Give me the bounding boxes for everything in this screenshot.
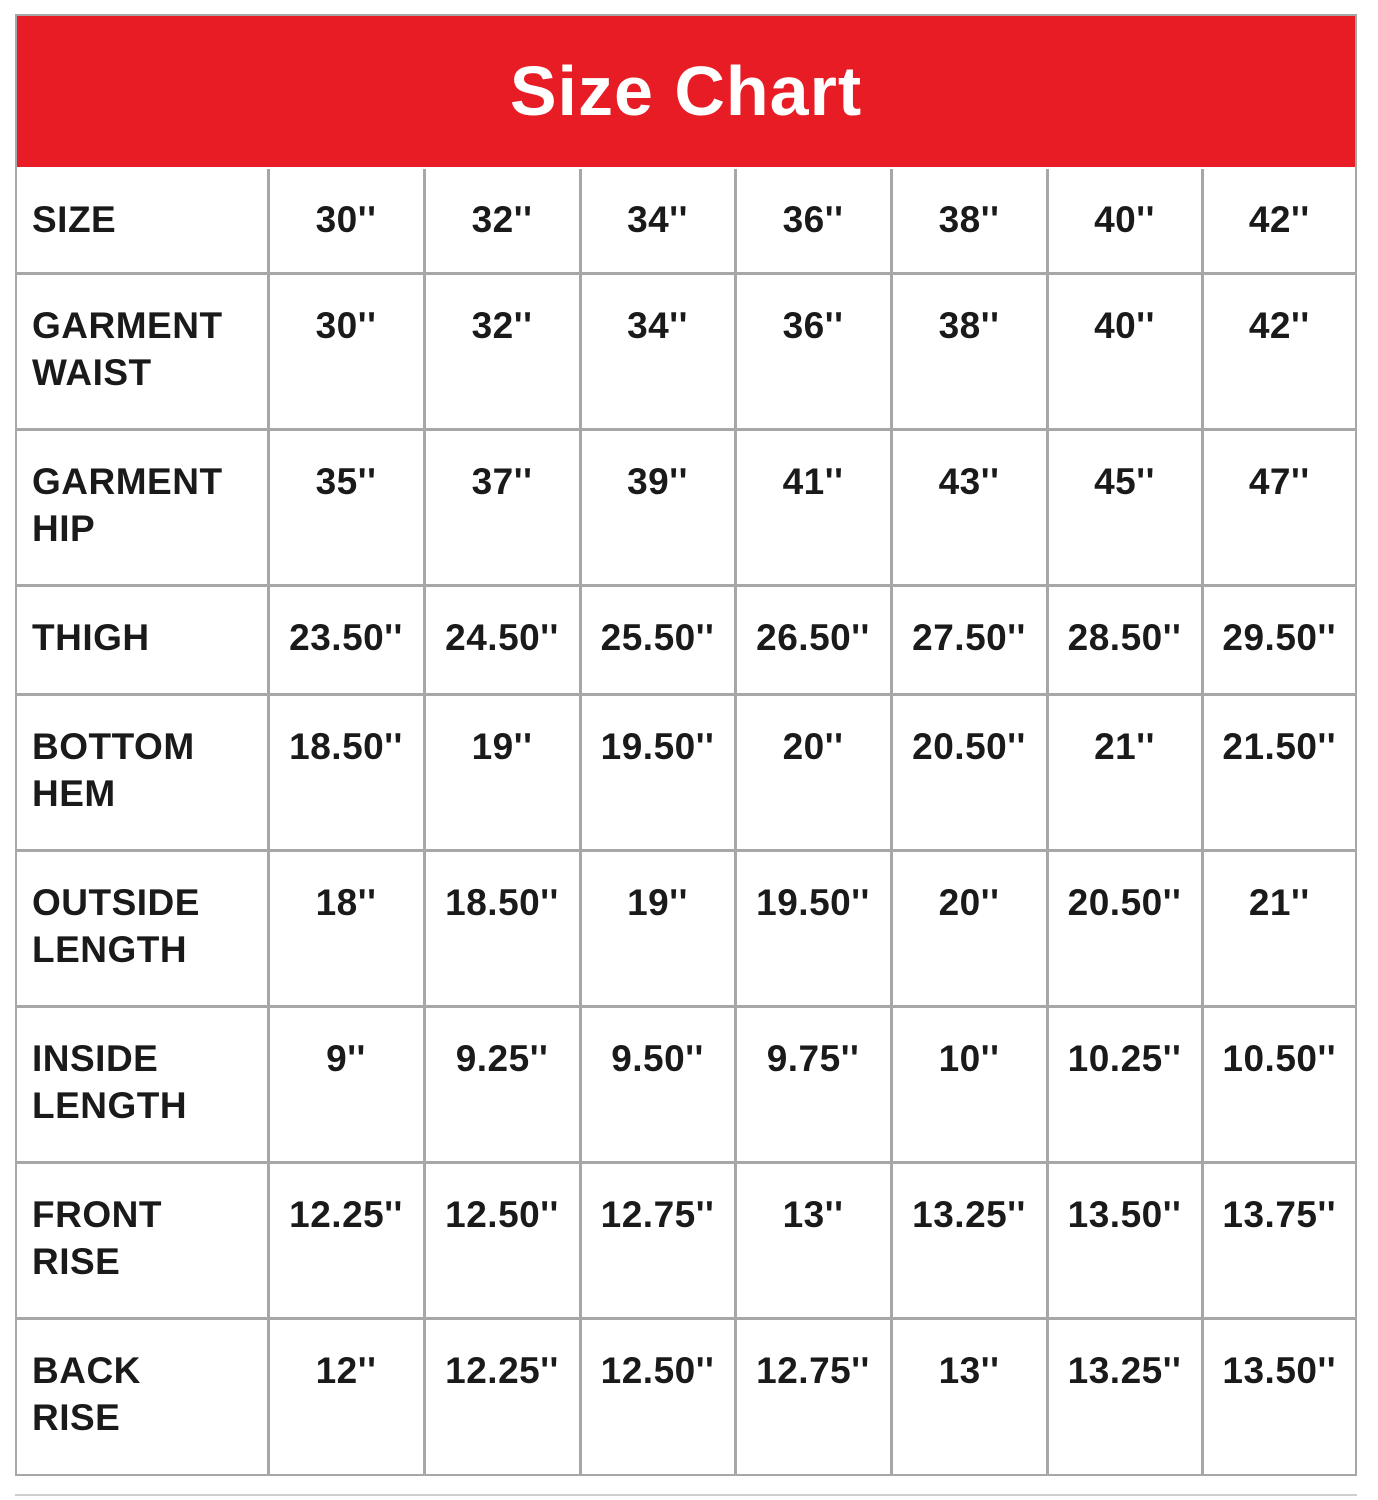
table-row [17,1162,1355,1318]
row-label: OUTSIDE LENGTH [17,850,268,1006]
table-cell: 37'' [424,429,580,585]
table-cell: 18'' [268,850,424,1006]
table-cell: 13'' [735,1162,891,1318]
table-cell: 13.50'' [1047,1162,1202,1318]
table-cell: 9'' [268,1006,424,1162]
row-label: FRONT RISE [17,1162,268,1318]
table-cell: 29.50'' [1202,585,1355,694]
table-cell: 19.50'' [580,694,735,850]
table-cell: 21'' [1047,694,1202,850]
table-cell: 12.50'' [580,1318,735,1474]
table-cell: 35'' [268,429,424,585]
table-cell: 23.50'' [268,585,424,694]
table-cell: 20'' [735,694,891,850]
table-cell: 9.25'' [424,1006,580,1162]
row-label: SIZE [17,169,268,273]
row-label: GARMENT HIP [17,429,268,585]
table-row [17,429,1355,585]
size-chart [15,14,1357,1476]
row-label: THIGH [17,585,268,694]
table-cell: 13.25'' [1047,1318,1202,1474]
table-cell: 30'' [268,169,424,273]
table-cell: 45'' [1047,429,1202,585]
table-cell: 9.50'' [580,1006,735,1162]
table-cell: 20.50'' [891,694,1047,850]
table-body [17,169,1355,1474]
table-cell: 42'' [1202,273,1355,429]
table-cell: 12.75'' [580,1162,735,1318]
table-cell: 38'' [891,169,1047,273]
table-row [17,169,1355,273]
table-cell: 18.50'' [268,694,424,850]
table-row [17,585,1355,694]
table-cell: 18.50'' [424,850,580,1006]
table-cell: 19.50'' [735,850,891,1006]
table-cell: 38'' [891,273,1047,429]
table-cell: 39'' [580,429,735,585]
table-cell: 12.50'' [424,1162,580,1318]
table-row [17,1006,1355,1162]
table-cell: 12.25'' [424,1318,580,1474]
row-label: GARMENT WAIST [17,273,268,429]
table-cell: 36'' [735,169,891,273]
table-row [17,694,1355,850]
table-cell: 13.50'' [1202,1318,1355,1474]
table-cell: 28.50'' [1047,585,1202,694]
table-row [17,850,1355,1006]
table-cell: 20'' [891,850,1047,1006]
table-cell: 25.50'' [580,585,735,694]
table-cell: 21.50'' [1202,694,1355,850]
table-cell: 40'' [1047,169,1202,273]
table-cell: 20.50'' [1047,850,1202,1006]
table-cell: 36'' [735,273,891,429]
table-cell: 10.25'' [1047,1006,1202,1162]
table-cell: 9.75'' [735,1006,891,1162]
table-cell: 12'' [268,1318,424,1474]
table-cell: 21'' [1202,850,1355,1006]
table-cell: 24.50'' [424,585,580,694]
table-cell: 10.50'' [1202,1006,1355,1162]
table-cell: 34'' [580,273,735,429]
table-cell: 27.50'' [891,585,1047,694]
table-cell: 10'' [891,1006,1047,1162]
table-cell: 19'' [424,694,580,850]
table-cell: 30'' [268,273,424,429]
table-cell: 26.50'' [735,585,891,694]
table-cell: 42'' [1202,169,1355,273]
table-cell: 13'' [891,1318,1047,1474]
table-cell: 32'' [424,169,580,273]
row-label: BOTTOM HEM [17,694,268,850]
table-cell: 12.75'' [735,1318,891,1474]
table-cell: 40'' [1047,273,1202,429]
table-cell: 43'' [891,429,1047,585]
bottom-divider [15,1494,1357,1496]
table-cell: 47'' [1202,429,1355,585]
chart-header [17,16,1355,167]
chart-title: Size Chart [509,51,863,130]
table-cell: 13.25'' [891,1162,1047,1318]
row-label: BACK RISE [17,1318,268,1474]
table-cell: 34'' [580,169,735,273]
table-cell: 32'' [424,273,580,429]
table-row [17,1318,1355,1474]
table-cell: 19'' [580,850,735,1006]
size-table [17,169,1355,1474]
table-cell: 12.25'' [268,1162,424,1318]
table-cell: 13.75'' [1202,1162,1355,1318]
table-cell: 41'' [735,429,891,585]
table-row [17,273,1355,429]
row-label: INSIDE LENGTH [17,1006,268,1162]
